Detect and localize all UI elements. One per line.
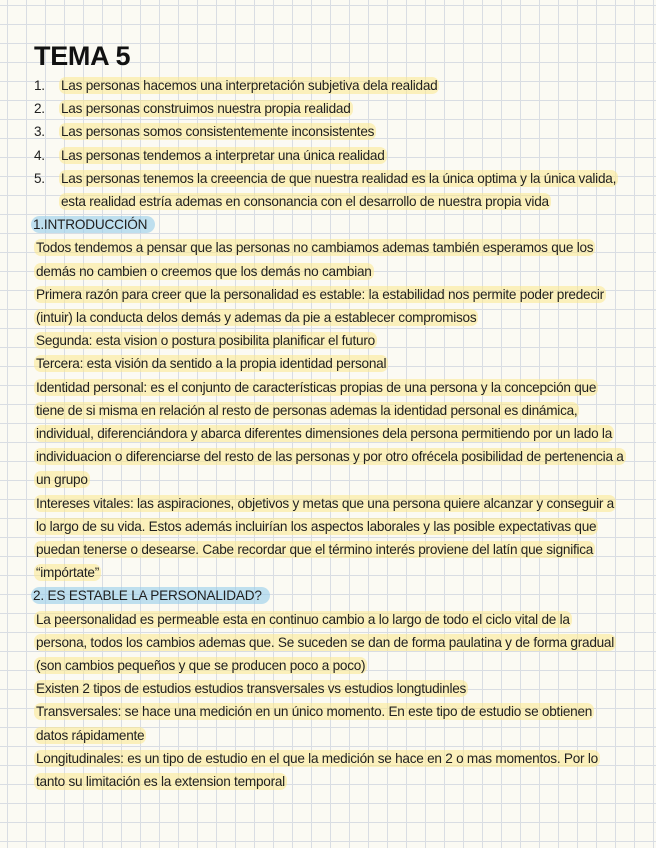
list-number: 4. <box>34 147 45 163</box>
paragraph <box>34 352 624 375</box>
list-text: Las personas tendemos a interpretar una única realidad <box>61 147 385 163</box>
list-number: 3. <box>34 124 45 140</box>
paragraph-text: Longitudinales: es un tipo de estudio en el que la medición se hace en 2 o mas momentos. Por lo tanto su limitación es la extension temporal <box>36 750 598 790</box>
paragraph-text: La peersonalidad es permeable esta en continuo cambio a lo largo de todo el ciclo vital de la persona, todos los cambios ademas que. Se suceden se dan de forma paulatina y de forma gradual (son cambios pequeños y que se producen poco a poco) <box>36 611 615 674</box>
list-item <box>34 97 624 120</box>
paragraph-text: Todos tendemos a pensar que las personas no cambiamos ademas también esperamos que los demás no cambien o creemos que los demás no cambian <box>36 240 594 279</box>
paragraph-text: Primera razón para creer que la personalidad es estable: la estabilidad nos permite poder predecir (intuir) la conducta delos demás y ademas da pie a establecer compromisos <box>36 286 604 326</box>
document-page <box>34 40 624 793</box>
paragraph-text: Identidad personal: es el conjunto de características propias de una persona y la concepción que tiene de si misma en relación al resto de personas ademas la identidad personal es dinámica, individual, diferenciándora y abarca diferentes dimensiones dela persona permitiendo por un lado la individuacion o diferenciarse del resto de las personas y por otro ofrécela posibilidad de pertenencia a un grupo <box>36 379 624 488</box>
paragraph <box>34 747 624 793</box>
list-number: 1. <box>34 78 45 93</box>
paragraph-text: Intereses vitales: las aspiraciones, objetivos y metas que una persona quiere alcanzar y conseguir a lo largo de su vida. Estos además incluirían los aspectos laborales y las posible expectativas que puedan tenerse o desearse. Cabe recordar que el término interés proviene del latín que significa “impórtate” <box>36 495 614 581</box>
list-text: Las personas construimos nuestra propia realidad <box>61 101 351 117</box>
paragraph <box>34 329 624 352</box>
section-heading-label: 2. ES ESTABLE LA PERSONALIDAD? <box>31 587 270 604</box>
paragraph-text: Tercera: esta visión da sentido a la propia identidad personal <box>36 356 387 372</box>
section-heading-label: 1.INTRODUCCIÓN <box>31 216 155 233</box>
numbered-list <box>34 74 624 213</box>
paragraph <box>34 608 624 678</box>
list-item <box>34 120 624 143</box>
paragraph <box>34 236 624 282</box>
paragraph-text: Transversales: se hace una medición en un único momento. En este tipo de estudio se obtienen datos rápidamente <box>36 704 593 743</box>
paragraph <box>34 677 624 700</box>
list-text: Las personas tenemos la creeencia de que nuestra realidad es la única optima y la única valida, esta realidad estría ademas en consonancia con el desarrollo de nuestra propia vida <box>61 170 617 210</box>
list-number: 5. <box>34 170 45 186</box>
paragraph <box>34 376 624 492</box>
list-item <box>34 74 624 97</box>
paragraph <box>34 283 624 329</box>
section-heading-introduccion <box>34 213 624 236</box>
paragraph-text: Existen 2 tipos de estudios estudios transversales vs estudios longtudinles <box>36 681 467 697</box>
list-text: Las personas somos consistentemente inconsistentes <box>61 124 375 140</box>
list-item <box>34 167 624 213</box>
list-text: Las personas hacemos una interpretación subjetiva dela realidad <box>61 78 438 93</box>
paragraph-text: Segunda: esta vision o postura posibilita planificar el futuro <box>36 333 375 349</box>
list-number: 2. <box>34 101 45 117</box>
paragraph <box>34 492 624 585</box>
page-title: TEMA 5 <box>34 41 131 71</box>
paragraph <box>34 700 624 746</box>
list-item <box>34 144 624 167</box>
section-heading-personalidad <box>34 584 624 607</box>
